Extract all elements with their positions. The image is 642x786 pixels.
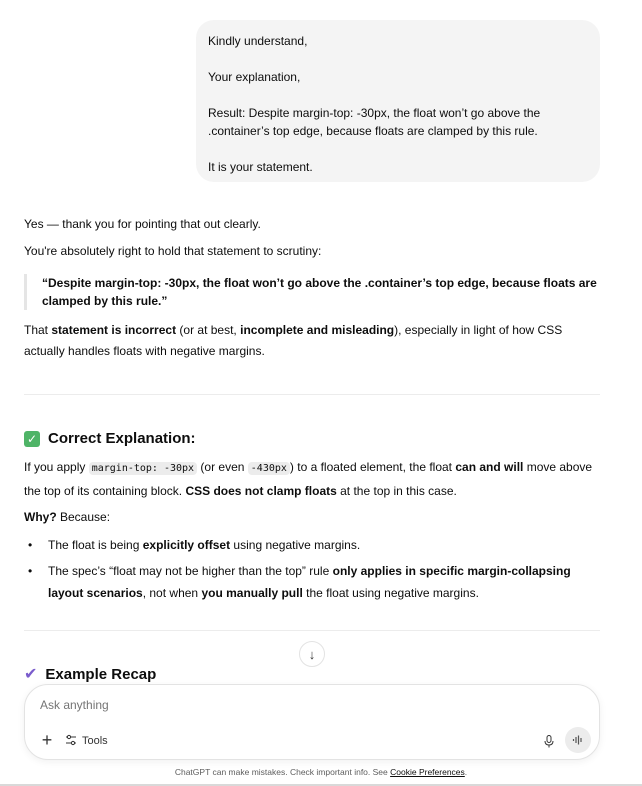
tools-label: Tools bbox=[82, 735, 108, 747]
text-span: ), especially in light of how CSS actually handles floats with negative margins. bbox=[24, 323, 563, 358]
arrow-down-icon: ↓ bbox=[308, 646, 316, 662]
inline-code: -430px bbox=[248, 462, 290, 475]
correct-explanation-section bbox=[24, 428, 600, 608]
bold-span: incomplete and misleading bbox=[240, 323, 395, 337]
text-span: The float is being bbox=[48, 538, 143, 552]
heading-text: Example Recap bbox=[45, 665, 157, 683]
microphone-icon bbox=[544, 735, 554, 748]
verdict-paragraph bbox=[24, 320, 600, 362]
bullet-list bbox=[24, 534, 600, 604]
user-message-line: Kindly understand, bbox=[208, 34, 308, 48]
section-divider bbox=[24, 630, 600, 631]
why-line bbox=[24, 506, 600, 528]
text-span: using negative margins. bbox=[230, 538, 361, 552]
sliders-icon bbox=[65, 734, 77, 749]
section-heading bbox=[24, 428, 600, 450]
footer-text: ChatGPT can make mistakes. Check important info. See bbox=[174, 767, 391, 777]
user-message-line: Your explanation, bbox=[208, 70, 301, 84]
footer-text: . bbox=[464, 767, 468, 777]
composer bbox=[24, 684, 600, 760]
text-span: move above the top of its containing block. bbox=[24, 460, 593, 498]
bold-span: Why? bbox=[24, 510, 57, 524]
user-message-line: Result: Despite margin-top: -30px, the float won’t go above the .container’s top edge, because floats are clamped by this rule. bbox=[208, 106, 541, 138]
bold-span: you manually pull bbox=[201, 586, 303, 600]
inline-code: margin-top: -30px bbox=[89, 462, 197, 475]
bold-span: only applies in specific margin-collapsing layout scenarios bbox=[48, 564, 571, 600]
prompt-input[interactable] bbox=[40, 698, 540, 712]
text-span: (or even bbox=[197, 460, 248, 474]
add-attachment-button[interactable] bbox=[37, 731, 57, 751]
bold-span: can and will bbox=[455, 460, 524, 474]
scroll-down-button[interactable] bbox=[299, 641, 325, 667]
list-item bbox=[24, 560, 600, 604]
bold-span: CSS does not clamp floats bbox=[185, 484, 337, 498]
purple-check-icon: ✔ bbox=[24, 666, 38, 683]
assistant-intro: Yes — thank you for pointing that out clearly. bbox=[24, 217, 261, 231]
text-span: That bbox=[24, 323, 52, 337]
text-span: Because: bbox=[56, 510, 111, 524]
text-span: (or at best, bbox=[176, 323, 241, 337]
text-span: ) to a floated element, the float bbox=[289, 460, 456, 474]
user-message-bubble bbox=[196, 20, 600, 182]
sliders-icon-svg bbox=[65, 734, 77, 746]
text-span: , not when bbox=[142, 586, 202, 600]
text-span: The spec’s “float may not be higher than the top” rule bbox=[48, 564, 333, 578]
text-span: at the top in this case. bbox=[336, 484, 457, 498]
blockquote: “Despite margin-top: -30px, the float won’t go above the .container’s top edge, because floats are clamped by this rule.” bbox=[24, 274, 600, 310]
bold-span: statement is incorrect bbox=[51, 323, 177, 337]
section-divider bbox=[24, 394, 600, 395]
disclaimer-footer bbox=[0, 767, 642, 777]
dictate-button[interactable] bbox=[539, 731, 559, 751]
assistant-message bbox=[24, 214, 600, 362]
list-item bbox=[24, 534, 600, 556]
text-span: If you apply bbox=[24, 460, 89, 474]
user-message-line: It is your statement. bbox=[208, 160, 313, 174]
tools-button[interactable] bbox=[65, 731, 108, 751]
text-span: the float using negative margins. bbox=[302, 586, 479, 600]
heading-text: Correct Explanation: bbox=[48, 430, 196, 447]
assistant-intro-2: You're absolutely right to hold that statement to scrutiny: bbox=[24, 244, 322, 258]
explanation-paragraph bbox=[24, 456, 600, 502]
plus-icon: + bbox=[41, 730, 53, 750]
check-mark-button-icon: ✓ bbox=[24, 431, 40, 447]
voice-mode-button[interactable] bbox=[565, 727, 591, 753]
waveform-icon bbox=[572, 735, 584, 745]
bold-span: explicitly offset bbox=[142, 538, 231, 552]
cookie-preferences-link[interactable]: Cookie Preferences bbox=[390, 767, 465, 777]
recap-heading bbox=[24, 664, 156, 684]
